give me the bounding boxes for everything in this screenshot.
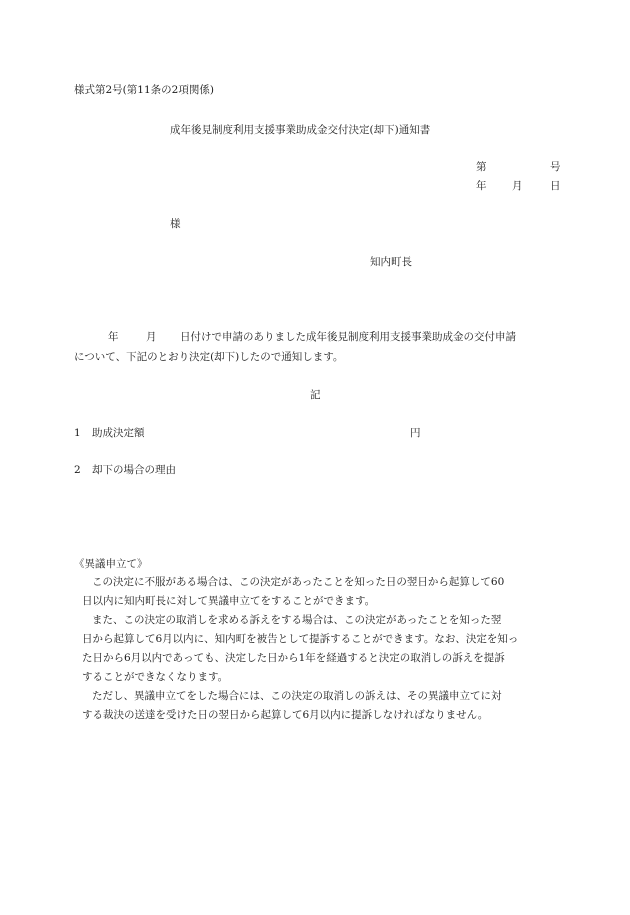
body-month: 月 <box>146 331 157 343</box>
objection-p2-line-4: することができなくなります。 <box>82 671 229 683</box>
body-year: 年 <box>108 331 119 343</box>
date-month: 月 <box>512 180 523 192</box>
item-1-label: 助成決定額 <box>92 427 145 439</box>
document-title: 成年後見制度利用支援事業助成金交付決定(却下)通知書 <box>170 124 431 136</box>
item-1-number: 1 <box>74 427 81 439</box>
number-prefix: 第 <box>476 161 487 173</box>
form-number: 様式第2号(第11条の2項関係) <box>74 84 214 96</box>
objection-p2-line-3: た日から6月以内であっても、決定した日から1年を経過すると決定の取消しの訴えを提訴 <box>82 652 505 664</box>
objection-heading: 《異議申立て》 <box>74 558 148 570</box>
body-line-1-text: 日付けで申請のありました成年後見制度利用支援事業助成金の交付申請 <box>180 331 516 343</box>
ki-heading: 記 <box>310 389 321 401</box>
date-day: 日 <box>550 180 561 192</box>
objection-p2-line-1: また、この決定の取消しを求める訴えをする場合は、この決定があったことを知った翌 <box>92 614 502 626</box>
objection-p2-line-2: 日から起算して6月以内に、知内町を被告として提訴することができます。なお、決定を知っ <box>82 633 519 645</box>
item-2-label: 却下の場合の理由 <box>92 464 176 476</box>
objection-p1-line-1: この決定に不服がある場合は、この決定があったことを知った日の翌日から起算して60 <box>92 576 505 588</box>
date-year: 年 <box>476 180 487 192</box>
objection-p3-line-1: ただし、異議申立てをした場合には、この決定の取消しの訴えは、その異議申立てに対 <box>92 690 502 702</box>
objection-p3-line-2: する裁決の送達を受けた日の翌日から起算して6月以内に提訴しなければなりません。 <box>82 709 489 721</box>
number-suffix: 号 <box>550 161 561 173</box>
recipient-honorific: 様 <box>170 218 181 230</box>
body-line-2: について、下記のとおり決定(却下)したので通知します。 <box>74 351 344 363</box>
item-1-unit: 円 <box>410 427 421 439</box>
objection-p1-line-2: 日以内に知内町長に対して異議申立てをすることができます。 <box>82 595 376 607</box>
sender-name: 知内町長 <box>370 256 412 268</box>
item-2-number: 2 <box>74 464 81 476</box>
